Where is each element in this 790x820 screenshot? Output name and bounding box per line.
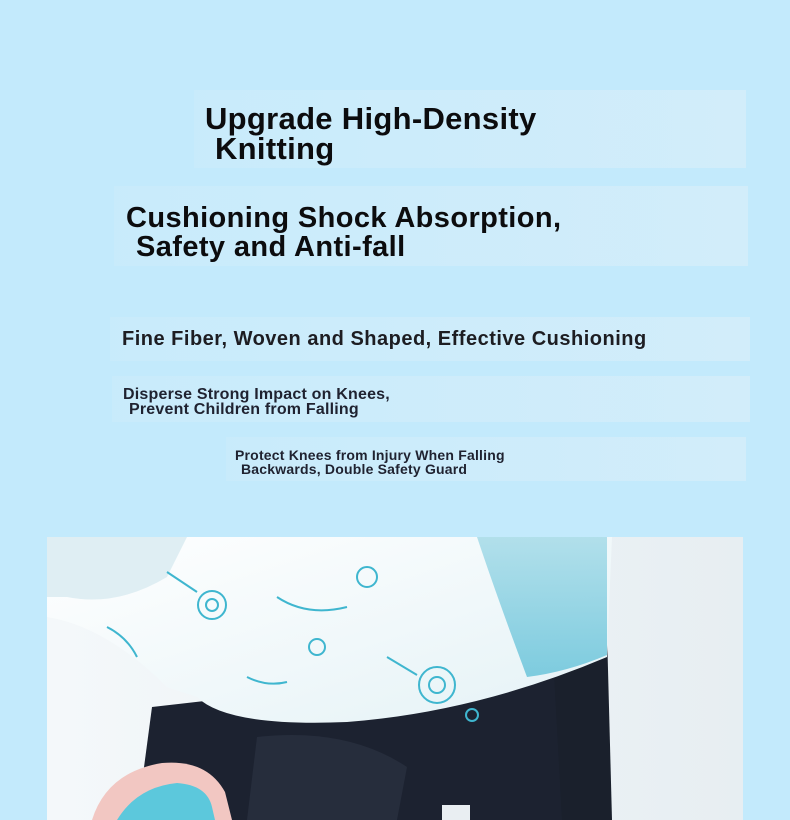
product-photo (47, 537, 743, 820)
headline-line1: Upgrade High-Density (205, 101, 537, 136)
subhead-line2: Safety and Anti-fall (136, 231, 406, 263)
feature-impact (123, 387, 390, 417)
shorts-label (442, 805, 470, 820)
headline (205, 101, 537, 166)
subhead-line1: Cushioning Shock Absorption, (126, 202, 562, 234)
feature-protect (235, 448, 505, 476)
subhead (126, 204, 561, 262)
feature-protect-line2: Backwards, Double Safety Guard (241, 461, 468, 477)
feature-impact-line2: Prevent Children from Falling (129, 401, 359, 418)
feature-protect-line1: Protect Knees from Injury When Falling (235, 447, 505, 463)
headline-line2: Knitting (215, 131, 335, 166)
feature-cushioning: Fine Fiber, Woven and Shaped, Effective Cushioning (122, 328, 647, 350)
feature-impact-line1: Disperse Strong Impact on Knees, (123, 386, 390, 403)
product-photo-illustration (47, 537, 743, 820)
